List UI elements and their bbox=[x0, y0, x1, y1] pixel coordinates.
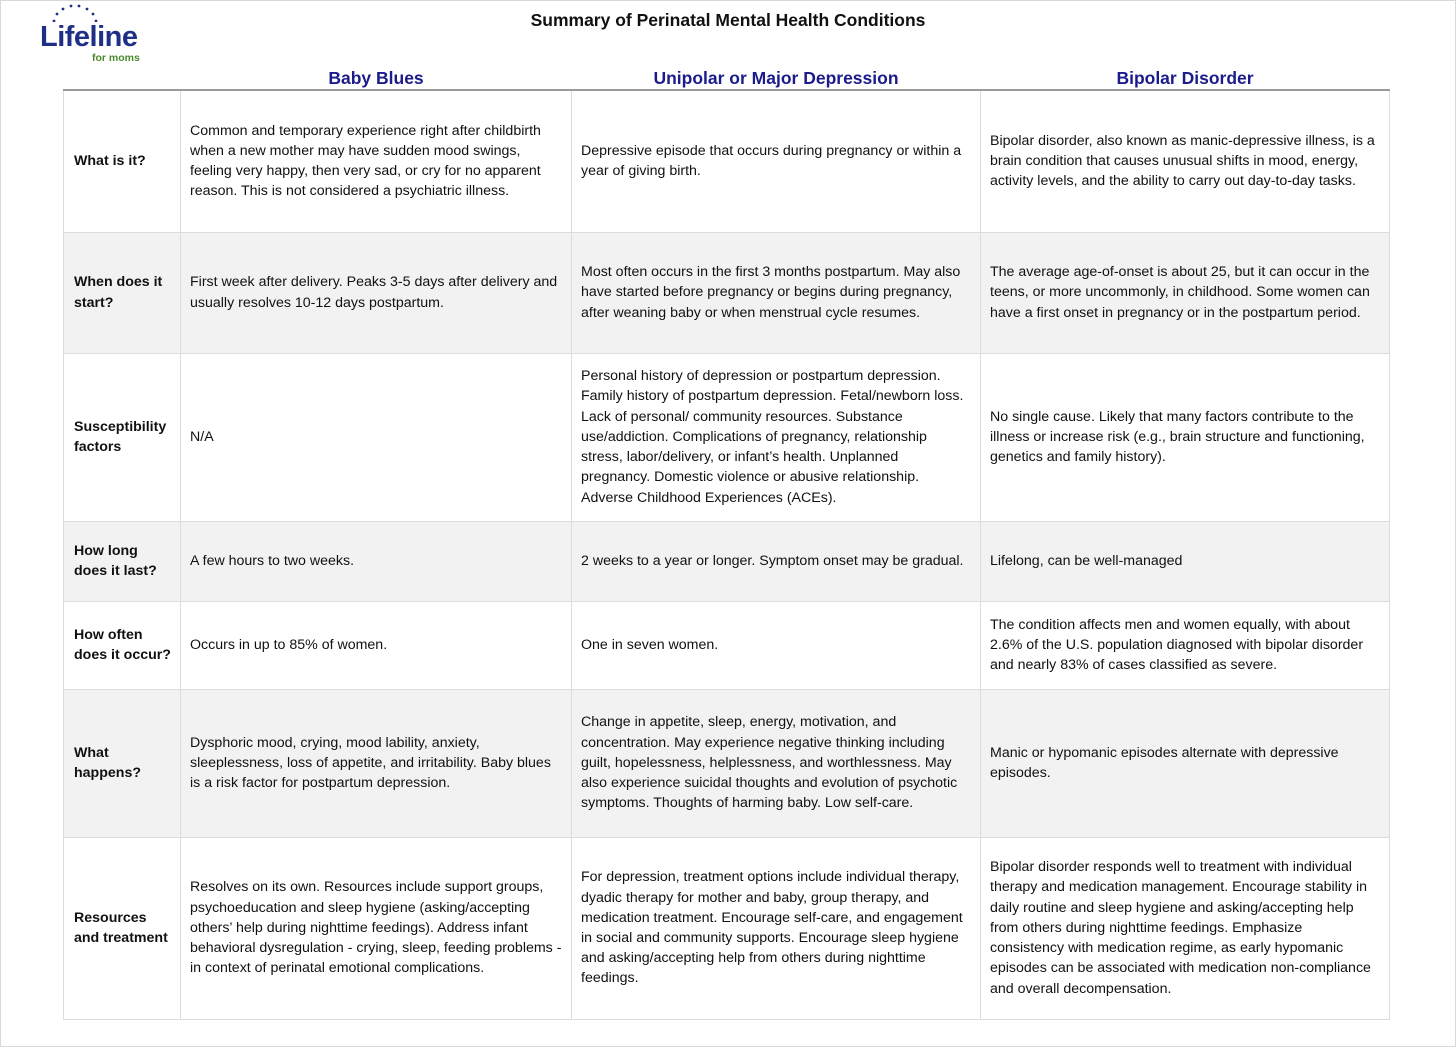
table-row bbox=[64, 232, 1390, 353]
table-cell: Bipolar disorder, also known as manic-depressive illness, is a brain condition that causes unusual shifts in mood, energy, activity levels, and the ability to carry out day-to-day tasks. bbox=[981, 90, 1390, 232]
row-label: How long does it last? bbox=[64, 521, 181, 601]
table-cell: The average age-of-onset is about 25, but it can occur in the teens, or more uncommonly, in childhood. Some women can have a first onset in pregnancy or in the postpartum period. bbox=[981, 232, 1390, 353]
column-header: Baby Blues bbox=[181, 64, 572, 90]
page-title: Summary of Perinatal Mental Health Conditions bbox=[530, 10, 926, 30]
table-cell: The condition affects men and women equally, with about 2.6% of the U.S. population diagnosed with bipolar disorder and nearly 83% of cases classified as severe. bbox=[981, 601, 1390, 689]
table-cell: Dysphoric mood, crying, mood lability, anxiety, sleeplessness, loss of appetite, and irritability. Baby blues is a risk factor for postpartum depression. bbox=[181, 689, 572, 837]
table-row bbox=[64, 601, 1390, 689]
row-label: Susceptibility factors bbox=[64, 353, 181, 521]
table-cell: Personal history of depression or postpartum depression. Family history of postpartum depression. Fetal/newborn loss. Lack of personal/ community resources. Substance use/addiction. Complications of pregnancy, relationship stress, labor/delivery, or infant’s health. Unplanned pregnancy. Domestic violence or abusive relationship. Adverse Childhood Experiences (ACEs). bbox=[572, 353, 981, 521]
row-label: What is it? bbox=[64, 90, 181, 232]
table-cell: First week after delivery. Peaks 3-5 days after delivery and usually resolves 10-12 days postpartum. bbox=[181, 232, 572, 353]
column-header: Bipolar Disorder bbox=[981, 64, 1390, 90]
table-row bbox=[64, 837, 1390, 1019]
table-cell: Depressive episode that occurs during pregnancy or within a year of giving birth. bbox=[572, 90, 981, 232]
table-cell: For depression, treatment options include individual therapy, dyadic therapy for mother and baby, group therapy, and medication treatment. Encourage self-care, and engagement in social and community supports. Encourage sleep hygiene and asking/accepting help from others during nighttime feedings. bbox=[572, 837, 981, 1019]
table-body bbox=[64, 90, 1390, 1019]
logo-tagline: for moms bbox=[92, 52, 140, 64]
row-label: When does it start? bbox=[64, 232, 181, 353]
table-row bbox=[64, 90, 1390, 232]
table-cell: No single cause. Likely that many factors contribute to the illness or increase risk (e.g., brain structure and functioning, genetics and family history). bbox=[981, 353, 1390, 521]
table-row bbox=[64, 521, 1390, 601]
table-cell: Bipolar disorder responds well to treatment with individual therapy and medication management. Encourage stability in daily routine and sleep hygiene and asking/accepting help from others during nighttime feedings. Emphasize consistency with medication regime, as early hypomanic episodes can be associated with medication non-compliance and overall decompensation. bbox=[981, 837, 1390, 1019]
table-cell: Manic or hypomanic episodes alternate with depressive episodes. bbox=[981, 689, 1390, 837]
table-cell: One in seven women. bbox=[572, 601, 981, 689]
table-cell: Lifelong, can be well-managed bbox=[981, 521, 1390, 601]
table-cell: Occurs in up to 85% of women. bbox=[181, 601, 572, 689]
table-cell: Change in appetite, sleep, energy, motivation, and concentration. May experience negative thinking including guilt, hopelessness, helplessness, and worthlessness. May also experience suicidal thoughts and evolution of psychotic symptoms. Thoughts of harming baby. Low self-care. bbox=[572, 689, 981, 837]
table-cell: Common and temporary experience right after childbirth when a new mother may have sudden mood swings, feeling very happy, then very sad, or cry for no apparent reason. This is not considered a psychiatric illness. bbox=[181, 90, 572, 232]
table-cell: A few hours to two weeks. bbox=[181, 521, 572, 601]
row-label: What happens? bbox=[64, 689, 181, 837]
table-cell: Resolves on its own. Resources include support groups, psychoeducation and sleep hygiene (asking/accepting others’ help during nighttime feedings). Address infant behavioral dysregulation - crying, sleep, feeding problems - in context of perinatal emotional complications. bbox=[181, 837, 572, 1019]
row-label: Resources and treatment bbox=[64, 837, 181, 1019]
corner-header bbox=[64, 64, 181, 90]
table-row bbox=[64, 353, 1390, 521]
table-cell: 2 weeks to a year or longer. Symptom onset may be gradual. bbox=[572, 521, 981, 601]
logo-wordmark: Lifeline bbox=[40, 21, 138, 53]
table-cell: Most often occurs in the first 3 months postpartum. May also have started before pregnancy or begins during pregnancy, after weaning baby or when menstrual cycle resumes. bbox=[572, 232, 981, 353]
column-header: Unipolar or Major Depression bbox=[572, 64, 981, 90]
conditions-table bbox=[63, 64, 1390, 1020]
row-label: How often does it occur? bbox=[64, 601, 181, 689]
table-row bbox=[64, 689, 1390, 837]
table-cell: N/A bbox=[181, 353, 572, 521]
